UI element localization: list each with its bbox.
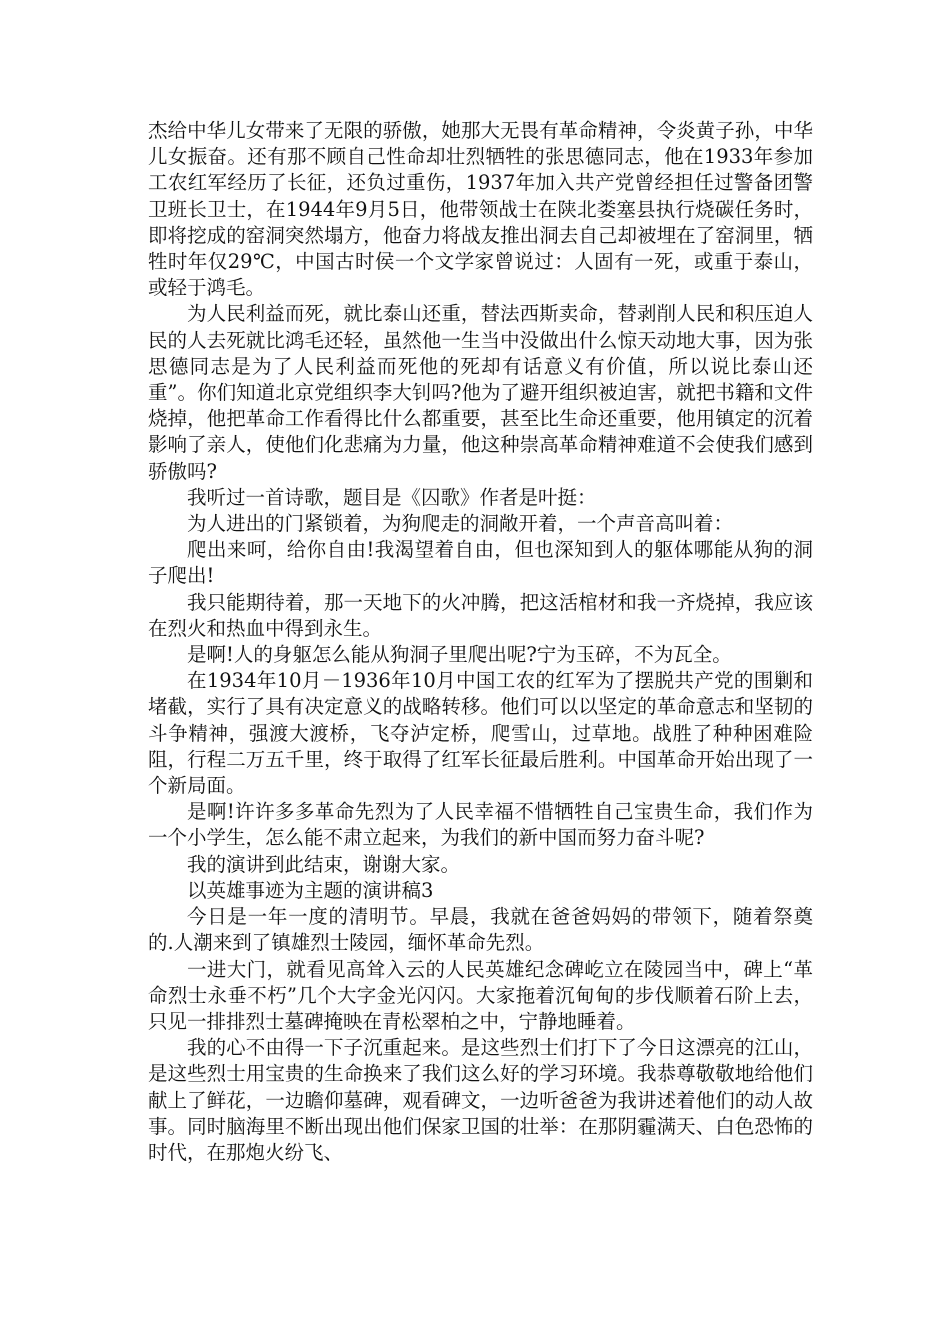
paragraph-8: 在1934年10月－1936年10月中国工农的红军为了摆脱共产党的围剿和堵截，实行了具有决定意义的战略转移。他们可以以坚定的革命意志和坚韧的斗争精神，强渡大渡桥，飞夺泸定桥，爬雪山，过草地。战胜了种种困难险阻，行程二万五千里，终于取得了红军长征最后胜利。中国革命开始出现了一个新局面。 <box>148 669 813 798</box>
paragraph-13: 我的心不由得一下子沉重起来。是这些烈士们打下了今日这漂亮的江山，是这些烈士用宝贵的生命换来了我们这么好的学习环境。我恭尊敬敬地给他们献上了鲜花，一边瞻仰墓碑，观看碑文，一边听爸爸为我讲述着他们的动人故事。同时脑海里不断出现出他们保家卫国的壮举：在那阴霾满天、白色恐怖的时代，在那炮火纷飞、 <box>148 1036 813 1164</box>
paragraph-3: 我听过一首诗歌，题目是《囚歌》作者是叶挺： <box>187 485 597 509</box>
paragraph-4: 为人进出的门紧锁着，为狗爬走的洞敞开着，一个声音高叫着： <box>187 512 734 536</box>
section-heading: 以英雄事迹为主题的演讲稿3 <box>187 878 434 902</box>
paragraph-10: 我的演讲到此结束，谢谢大家。 <box>187 852 461 876</box>
paragraph-5: 爬出来呵，给你自由!我渴望着自由，但也深知到人的躯体哪能从狗的洞子爬出! <box>148 538 813 588</box>
paragraph-7: 是啊!人的身躯怎么能从狗洞子里爬出呢?宁为玉碎，不为瓦全。 <box>187 643 732 667</box>
document-body <box>148 118 813 1166</box>
paragraph-1: 杰给中华儿女带来了无限的骄傲，她那大无畏有革命精神，令炎黄子孙，中华儿女振奋。还有那不顾自己性命却壮烈牺牲的张思德同志，他在1933年参加工农红军经历了长征，还负过重伤，1937年加入共产党曾经担任过警备团警卫班长卫士，在1944年9月5日，他带领战士在陕北娄塞县执行烧碳任务时，即将挖成的窑洞突然塌方，他奋力将战友推出洞去自己却被埋在了窑洞里，牺牲时年仅29℃，中国古时侯一个文学家曾说过：人固有一死，或重于泰山，或轻于鸿毛。 <box>148 119 813 300</box>
paragraph-11: 今日是一年一度的清明节。早晨，我就在爸爸妈妈的带领下，随着祭奠的.人潮来到了镇雄烈士陵园，缅怀革命先烈。 <box>148 905 813 955</box>
paragraph-6: 我只能期待着，那一天地下的火冲腾，把这活棺材和我一齐烧掉，我应该在烈火和热血中得到永生。 <box>148 590 813 640</box>
paragraph-9: 是啊!许许多多革命先烈为了人民幸福不惜牺牲自己宝贵生命，我们作为一个小学生，怎么能不肃立起来，为我们的新中国而努力奋斗呢? <box>148 800 813 850</box>
paragraph-2: 为人民利益而死，就比泰山还重，替法西斯卖命，替剥削人民和积压迫人民的人去死就比鸿毛还轻，虽然他一生当中没做出什么惊天动地大事，因为张思德同志是为了人民利益而死他的死却有话意义有价值，所以说比泰山还重”。你们知道北京党组织李大钊吗?他为了避开组织被迫害，就把书籍和文件烧掉，他把革命工作看得比什么都重要，甚至比生命还重要，他用镇定的沉着影响了亲人，使他们化悲痛为力量，他这种崇高革命精神难道不会使我们感到骄傲吗? <box>148 302 813 483</box>
paragraph-12: 一进大门，就看见高耸入云的人民英雄纪念碑屹立在陵园当中，碑上“革命烈士永垂不朽”几个大字金光闪闪。大家拖着沉甸甸的步伐顺着石阶上去，只见一排排烈士墓碑掩映在青松翠柏之中，宁静地睡着。 <box>148 957 813 1033</box>
